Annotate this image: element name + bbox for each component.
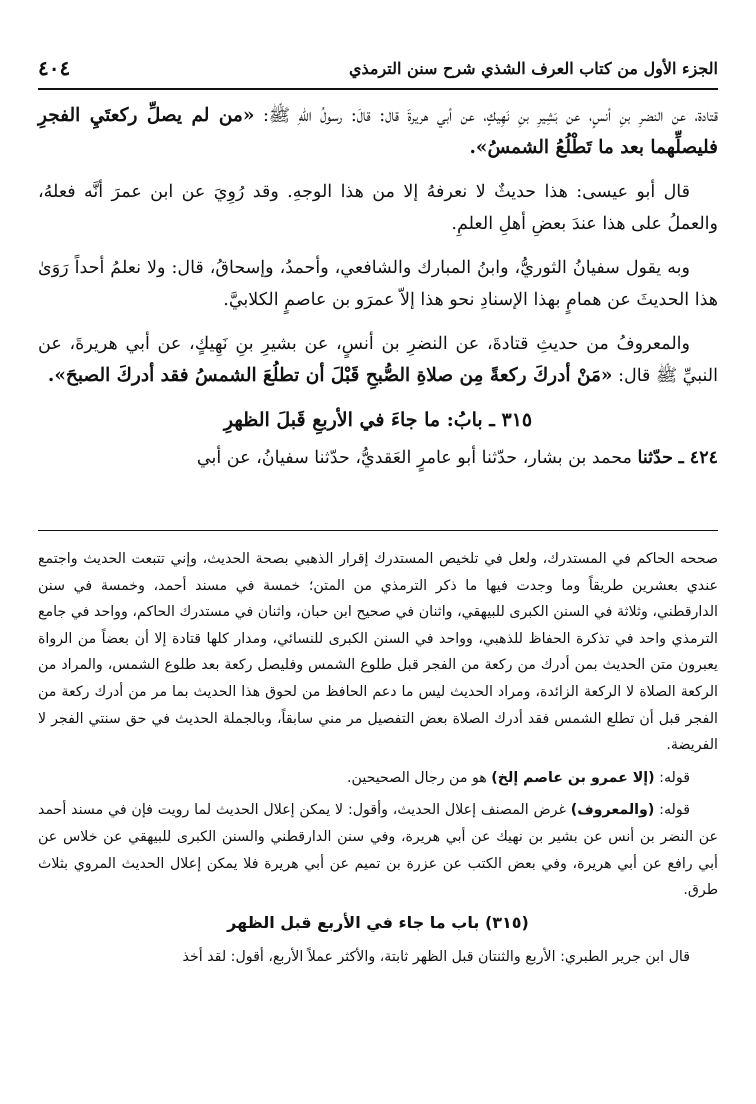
note-3-text: غرض المصنف إعلال الحديث، وأقول: لا يمكن إعلال الحديث لما رويت فإن في مسند أحمد عن النضر بن أنس عن بشير بن نهيك عن أبي هريرة، وفي سنن الدارقطني والسنن الكبرى للبيهقي عن خلاس عن أبي رافع عن أبي هريرة، وفي بعض الكتب عن عزرة بن تميم عن أبي هريرة فلا يمكن إعلال الحديث المروي بثلاث طرق. bbox=[38, 802, 718, 899]
note-3-lead: قوله: bbox=[659, 802, 690, 819]
main-text bbox=[38, 100, 718, 486]
note-3 bbox=[38, 797, 718, 903]
chapter-title: ٣١٥ ـ بابُ: ما جاءَ في الأربعِ قَبلَ الظهرِ bbox=[223, 409, 533, 431]
hadith-chain-start: حدّثنا bbox=[637, 448, 673, 468]
note-2-lead: قوله: bbox=[659, 769, 690, 786]
paragraph-1-text: قتادة، عن النضرِ بنِ أنسٍ، عن بَشِيرِ بنِ نَهِيكٍ، عن أبي هريرةَ قال: قالَ: رسولُ اللهِ ﷺ: bbox=[262, 106, 718, 126]
note-4: قال ابن جرير الطبري: الأربع والثنتان قبل الظهر ثابتة، والأكثر عملاً الأربع، أقول: لقد أخذ bbox=[182, 949, 690, 966]
commentary-notes bbox=[38, 546, 718, 977]
running-title: الجزء الأول من كتاب العرف الشذي شرح سنن الترمذي bbox=[348, 58, 718, 78]
paragraph-2: قال أبو عيسى: هذا حديثٌ لا نعرفهُ إلا من هذا الوجهِ. وقد رُوِيَ عن ابن عمرَ أنَّه فعلهُ، والعملُ على هذا عندَ بعضِ أهلِ العلمِ. bbox=[38, 182, 718, 234]
hadith-chain: محمد بن بشار، حدّثنا أبو عامرٍ العَقديُّ، حدّثنا سفيانُ، عن أبي bbox=[196, 448, 632, 468]
commentary-chapter-heading: (٣١٥) باب ما جاء في الأربع قبل الظهر bbox=[227, 912, 529, 932]
hadith-424 bbox=[38, 442, 718, 474]
paragraph-1 bbox=[38, 100, 718, 164]
note-2 bbox=[38, 765, 718, 792]
note-3-keyword: (والمعروف) bbox=[570, 802, 655, 819]
note-1: صححه الحاكم في المستدرك، ولعل في تلخيص المستدرك إقرار الذهبي بصحة الحديث، وإني تتبعت الحديث واجتمع عندي بعشرين طريقاً وما وجدت فيها ما ذكر الترمذي من المتن؛ خمسة في مسند أحمد، وخمسة في سنن الدارقطني، وثلاثة في السنن الكبرى للبيهقي، واثنان في صحيح ابن حبان، واثنان في مستدرك الحاكم، وواحد في جامع الترمذي واحد في تذكرة الحفاظ للذهبي، وواحد في السنن الكبرى للنسائي، ومدار كلها قتادة إلا أن بعضاً من الرواة يعبرون متن الحديث بمن أدرك من ركعة من الفجر قبل طلوع الشمس وفليصل ركعة بعد طلوع الشمس، والمراد من الركعة الصلاة لا الركعة الزائدة، ومراد الحديث ليس ما دعم الحافظ من لحوق هذا الحديث بما مر من أدرك ركعة من الفجر قبل أن تطلع الشمس فقد أدرك الصلاة بعض التفصيل مر مني سابقاً، وبالجملة الحديث في حق سنتي الفجر لا الفريضة. bbox=[38, 551, 718, 754]
paragraph-4 bbox=[38, 328, 718, 392]
note-2-text: هو من رجال الصحيحين. bbox=[347, 769, 487, 786]
page-number: ٤٠٤ bbox=[38, 56, 71, 80]
hadith-number: ٤٢٤ ـ bbox=[678, 448, 718, 468]
footnote-separator bbox=[38, 530, 718, 531]
hadith-text-1: «من لم يصلِّ ركعتَيِ الفجرِ فليصلِّهما بعد ما تَطْلُعُ الشمسُ». bbox=[38, 105, 718, 158]
hadith-text-2: «مَنْ أدركَ ركعةً مِن صلاةِ الصُّبحِ قَبْلَ أن تطلُعَ الشمسُ فقد أدركَ الصبحَ». bbox=[47, 365, 613, 386]
paragraph-3: وبه يقول سفيانُ الثوريُّ، وابنُ المبارك والشافعي، وأحمدُ، وإسحاقُ، قال: ولا نعلمُ أحداً رَوَىٰ هذا الحديثَ عن همامٍ بهذا الإسنادِ نحو هذا إلاّ عمرَو بن عاصمٍ الكلابيَّ. bbox=[38, 258, 718, 310]
paragraph-4-text: والمعروفُ من حديثِ قتادةَ، عن النضرِ بن أنسٍ، عن بشيرِ بنِ نَهِيكٍ، عن أبي هريرةَ، عن النبيِّ ﷺ قال: bbox=[38, 334, 718, 386]
note-2-keyword: (إلا عمرو بن عاصم إلخ) bbox=[491, 769, 655, 786]
running-head bbox=[38, 48, 718, 90]
